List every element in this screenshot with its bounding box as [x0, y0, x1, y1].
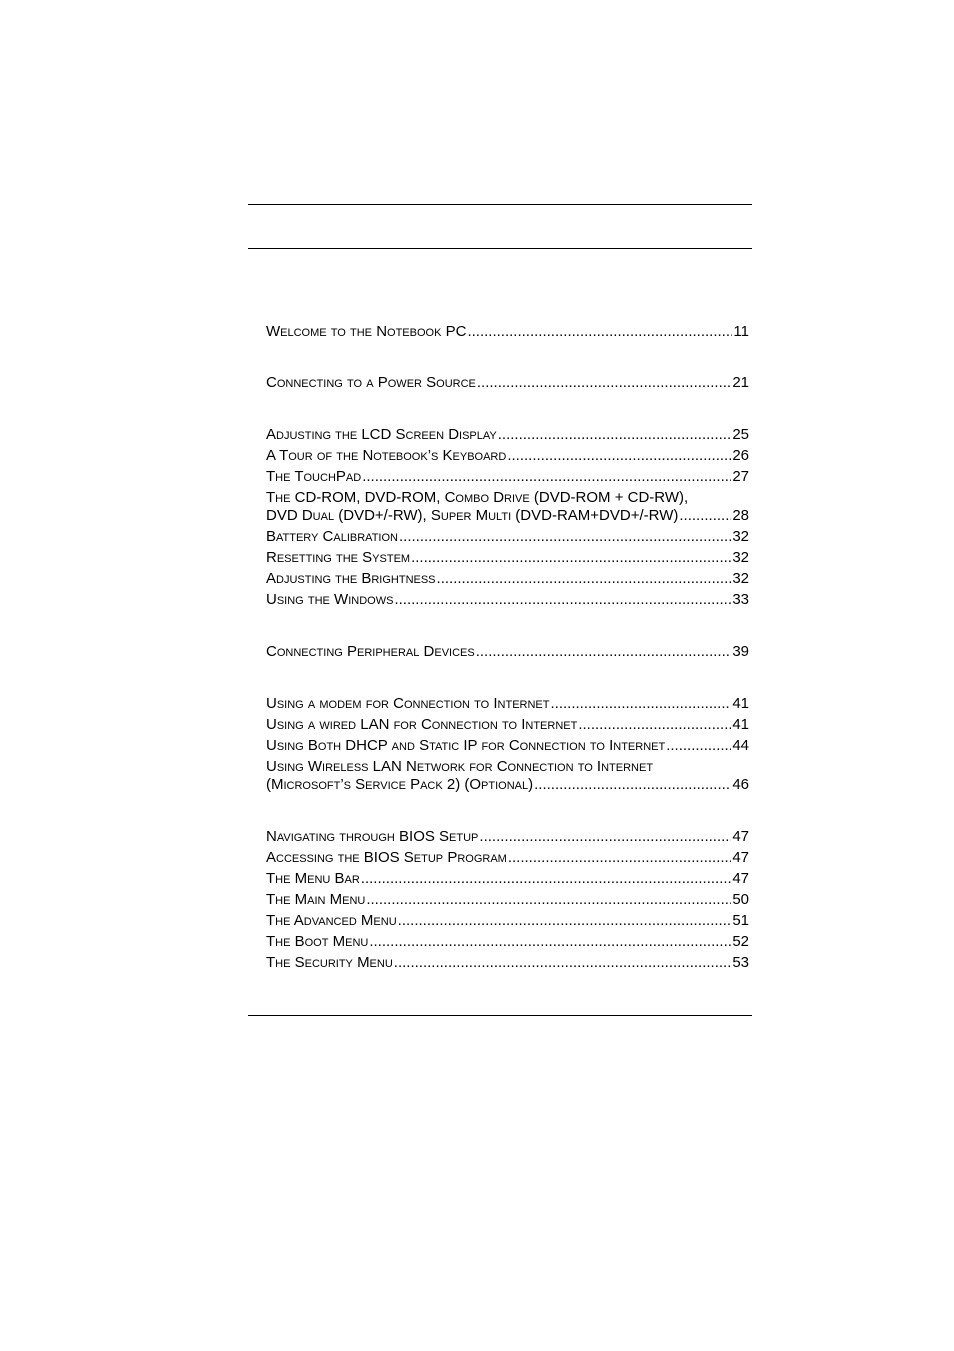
toc-entry-title: The Security Menu [266, 954, 393, 971]
toc-entry[interactable] [266, 447, 749, 468]
toc-entry-page: 47 [732, 870, 749, 887]
toc-entry-page: 46 [732, 776, 749, 793]
toc-entry[interactable] [266, 870, 749, 891]
toc-section [266, 426, 749, 612]
toc-entry[interactable] [266, 374, 749, 395]
toc-entry-title: Accessing the BIOS Setup Program [266, 849, 507, 866]
toc-entry-page: 32 [732, 528, 749, 545]
table-of-contents [266, 323, 749, 975]
toc-entry[interactable] [266, 528, 749, 549]
toc-entry-line2 [266, 507, 749, 528]
leader-dots [399, 528, 731, 546]
leader-dots [398, 912, 732, 930]
toc-entry-page: 50 [732, 891, 749, 908]
toc-entry-page: 41 [732, 716, 749, 733]
toc-entry-page: 26 [732, 447, 749, 464]
toc-entry-page: 47 [732, 849, 749, 866]
toc-entry-title: Battery Calibration [266, 528, 398, 545]
toc-entry-title: (Microsoft’s Service Pack 2) (Optional) [266, 776, 534, 793]
leader-dots [666, 737, 731, 755]
toc-entry-page: 44 [732, 737, 749, 754]
bottom-rule [248, 1015, 752, 1016]
toc-entry[interactable] [266, 549, 749, 570]
leader-dots [534, 776, 731, 794]
toc-entry-title: Connecting Peripheral Devices [266, 643, 475, 660]
toc-entry-title: Using a modem for Connection to Internet [266, 695, 550, 712]
toc-entry-title: The Boot Menu [266, 933, 369, 950]
toc-entry-page: 27 [732, 468, 749, 485]
toc-entry-title: Using Both DHCP and Static IP for Connection to Internet [266, 737, 666, 754]
leader-dots [479, 828, 731, 846]
leader-dots [394, 591, 731, 609]
toc-entry-title: Adjusting the LCD Screen Display [266, 426, 497, 443]
toc-entry-title: The TouchPad [266, 468, 362, 485]
leader-dots [361, 870, 732, 888]
toc-entry-page: 21 [732, 374, 749, 391]
toc-section [266, 828, 749, 975]
leader-dots [366, 891, 731, 909]
toc-entry-multiline[interactable] [266, 758, 749, 797]
toc-entry[interactable] [266, 933, 749, 954]
toc-entry-title-line1: Using Wireless LAN Network for Connection to Internet [266, 758, 654, 775]
leader-dots [411, 549, 731, 567]
toc-entry-page: 39 [732, 643, 749, 660]
leader-dots [498, 426, 732, 444]
toc-entry[interactable] [266, 828, 749, 849]
toc-entry-title: A Tour of the Notebook’s Keyboard [266, 447, 507, 464]
toc-entry-title: Adjusting the Brightness [266, 570, 436, 587]
toc-entry-page: 52 [732, 933, 749, 950]
toc-entry[interactable] [266, 468, 749, 489]
toc-section [266, 643, 749, 664]
toc-entry-title: The Advanced Menu [266, 912, 397, 929]
second-rule [248, 248, 752, 249]
toc-entry-title: The Menu Bar [266, 870, 360, 887]
leader-dots [508, 849, 731, 867]
toc-entry-page: 28 [732, 507, 749, 524]
toc-entry-title: DVD Dual (DVD+/-RW), Super Multi (DVD-RAM+DVD+/-RW) [266, 507, 679, 524]
leader-dots [369, 933, 731, 951]
toc-entry[interactable] [266, 716, 749, 737]
toc-entry[interactable] [266, 426, 749, 447]
toc-entry-title: Resetting the System [266, 549, 411, 566]
toc-entry-title: Connecting to a Power Source [266, 374, 476, 391]
toc-section [266, 695, 749, 797]
toc-entry-line2 [266, 776, 749, 797]
toc-entry[interactable] [266, 737, 749, 758]
toc-entry-title-line1: The CD-ROM, DVD-ROM, Combo Drive (DVD-ROM + CD-RW), [266, 489, 689, 506]
toc-entry[interactable] [266, 570, 749, 591]
toc-entry-page: 32 [732, 570, 749, 587]
toc-entry-title: The Main Menu [266, 891, 366, 908]
toc-entry-page: 11 [733, 323, 749, 340]
leader-dots [578, 716, 731, 734]
toc-entry-page: 25 [732, 426, 749, 443]
leader-dots [679, 507, 731, 525]
leader-dots [507, 447, 731, 465]
leader-dots [550, 695, 731, 713]
toc-entry[interactable] [266, 891, 749, 912]
toc-entry[interactable] [266, 954, 749, 975]
top-rule [248, 204, 752, 205]
toc-entry[interactable] [266, 591, 749, 612]
toc-entry-title: Welcome to the Notebook PC [266, 323, 467, 340]
toc-entry-page: 41 [732, 695, 749, 712]
toc-entry-page: 53 [732, 954, 749, 971]
leader-dots [394, 954, 732, 972]
toc-entry-page: 47 [732, 828, 749, 845]
toc-entry-page: 33 [732, 591, 749, 608]
toc-entry-title: Using a wired LAN for Connection to Internet [266, 716, 578, 733]
toc-entry[interactable] [266, 323, 749, 344]
toc-entry-page: 51 [732, 912, 749, 929]
leader-dots [467, 323, 732, 341]
leader-dots [362, 468, 731, 486]
toc-entry[interactable] [266, 912, 749, 933]
toc-entry-page: 32 [732, 549, 749, 566]
toc-entry[interactable] [266, 849, 749, 870]
toc-entry-multiline[interactable] [266, 489, 749, 528]
toc-entry-title: Navigating through BIOS Setup [266, 828, 479, 845]
toc-section [266, 374, 749, 395]
leader-dots [476, 643, 732, 661]
leader-dots [437, 570, 732, 588]
toc-entry-title: Using the Windows [266, 591, 394, 608]
toc-entry[interactable] [266, 695, 749, 716]
toc-section [266, 323, 749, 344]
toc-entry[interactable] [266, 643, 749, 664]
leader-dots [477, 374, 731, 392]
